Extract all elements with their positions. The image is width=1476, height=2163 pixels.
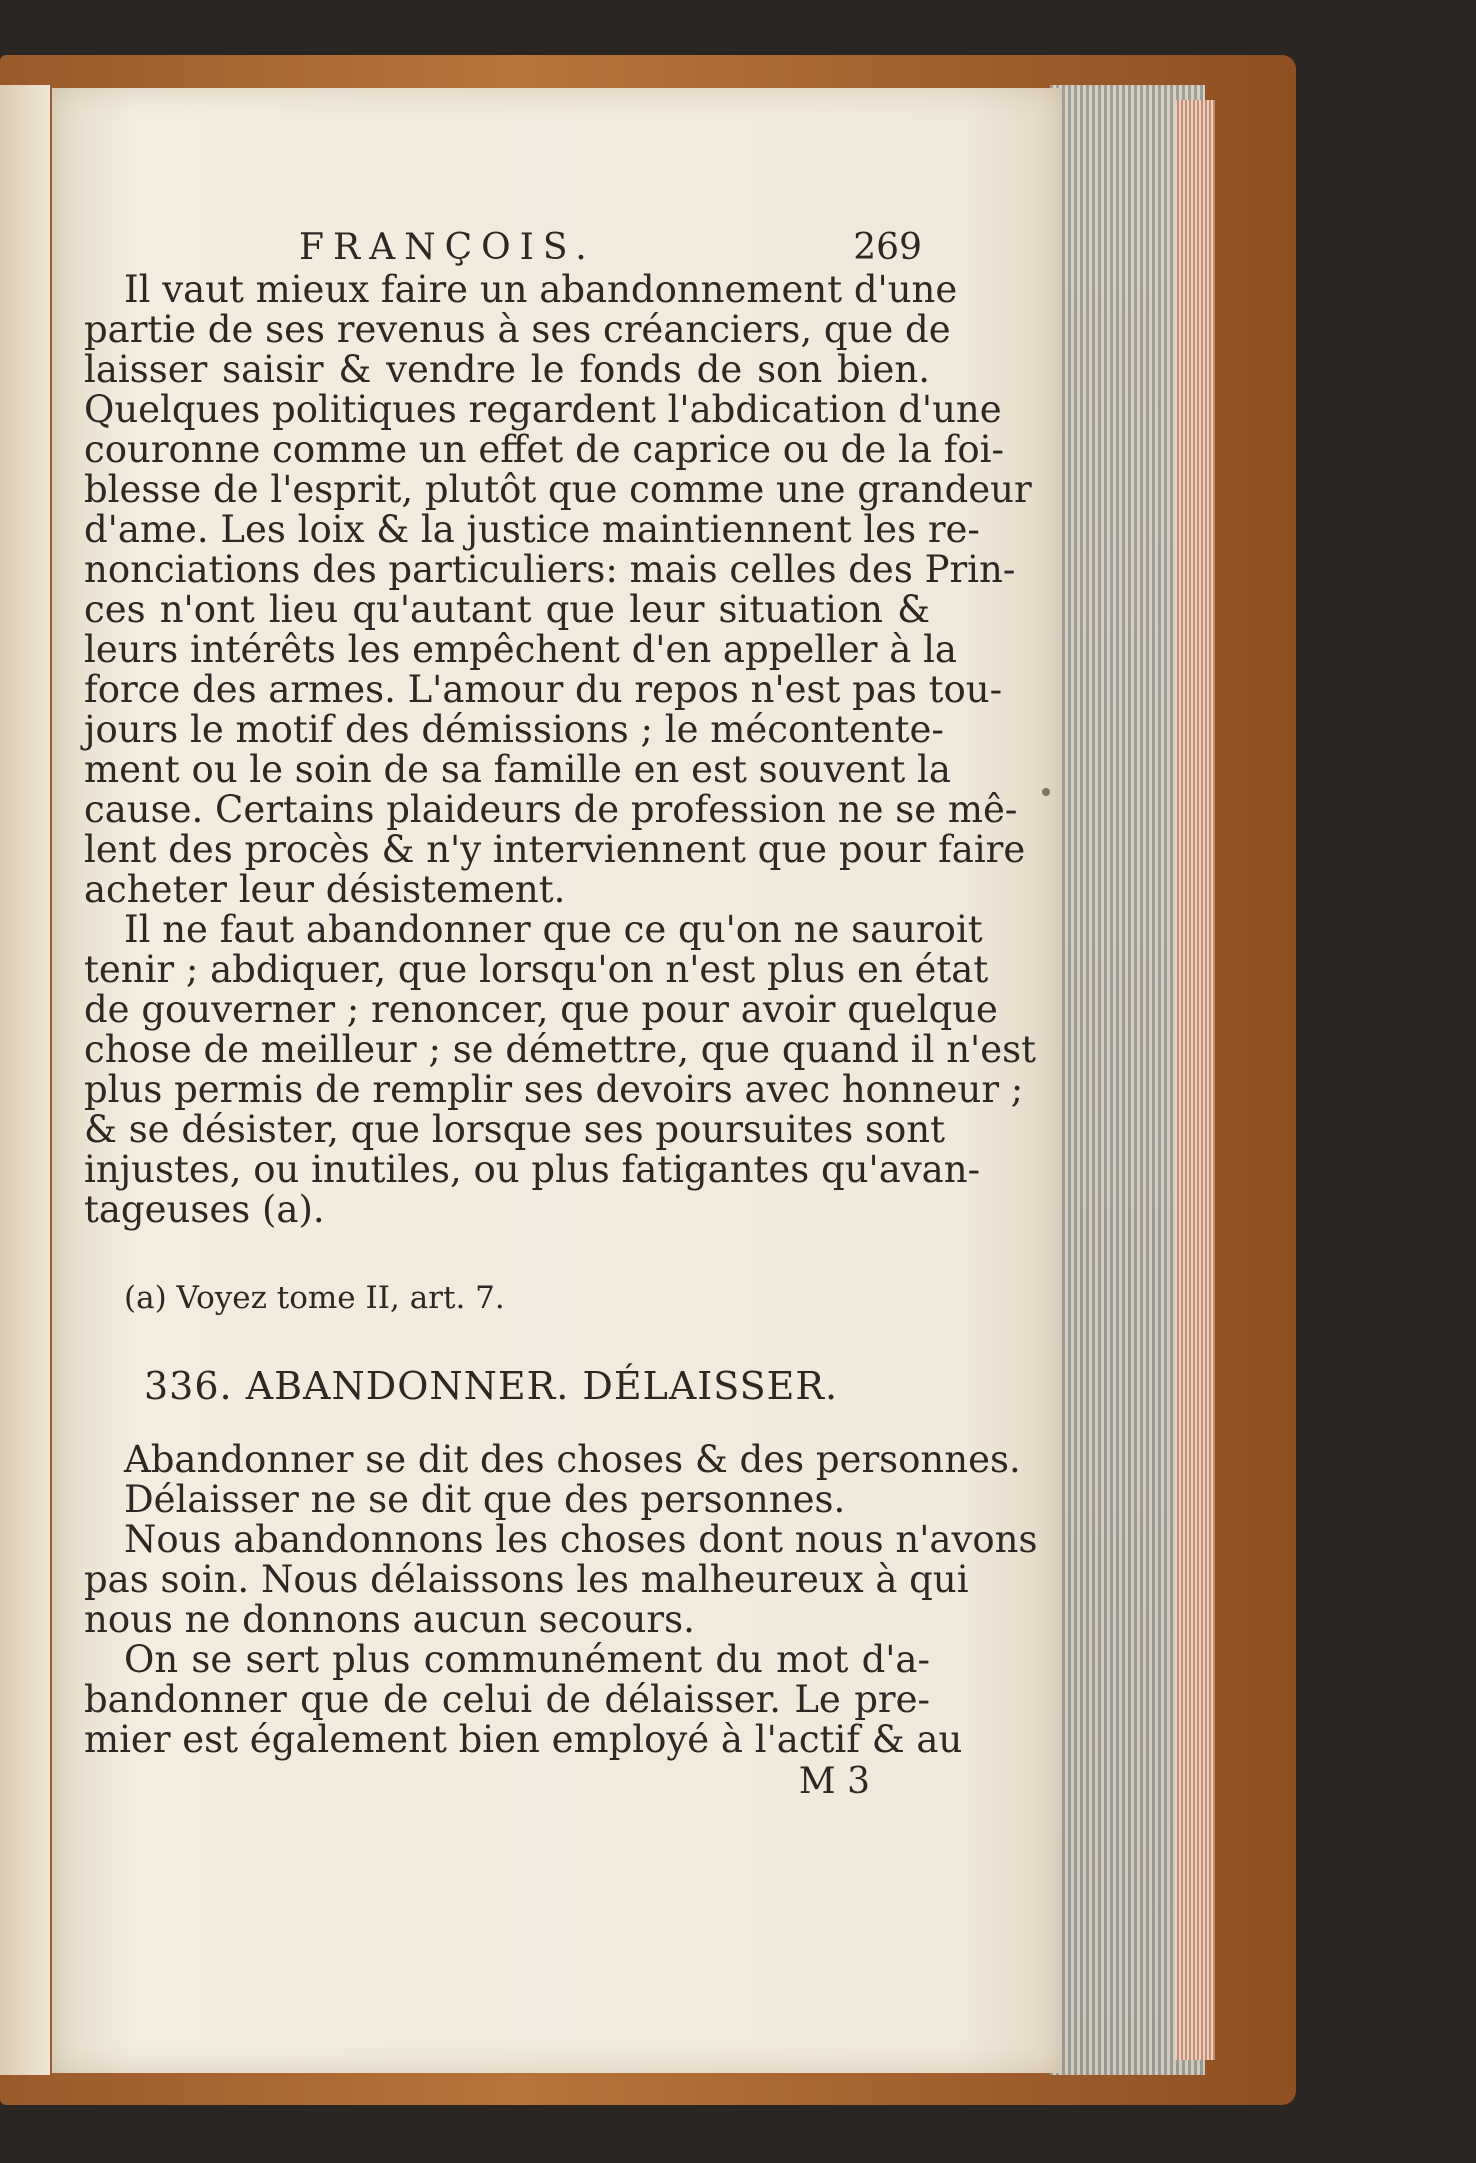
text-line: force des armes. L'amour du repos n'est pas tou- (84, 668, 1003, 711)
text-line: blesse de l'esprit, plutôt que comme une grandeur (84, 468, 1032, 511)
paragraph-1 (84, 268, 958, 311)
text-line: & se désister, que lorsque ses poursuites sont (84, 1108, 946, 1151)
book-page (52, 88, 1062, 2073)
paragraph-2 (84, 908, 983, 951)
footnote: (a) Voyez tome II, art. 7. (124, 1280, 505, 1316)
text-line: tenir ; abdiquer, que lorsqu'on n'est plus en état (84, 948, 989, 991)
text-line: nous ne donnons aucun secours. (84, 1598, 695, 1641)
text-line: Nous abandonnons les choses dont nous n'avons (124, 1518, 1038, 1561)
text-line: laisser saisir & vendre le fonds de son bien. (84, 348, 930, 391)
signature-mark: M 3 (798, 1761, 870, 1802)
running-title: FRANÇOIS. (299, 227, 596, 268)
text-line: On se sert plus communément du mot d'a- (124, 1638, 930, 1681)
text-line: plus permis de remplir ses devoirs avec honneur ; (84, 1068, 1024, 1111)
text-line: injustes, ou inutiles, ou plus fatigantes qu'avan- (84, 1148, 981, 1191)
text-line: cause. Certains plaideurs de profession ne se mê- (84, 788, 1018, 831)
text-line: Délaisser ne se dit que des personnes. (124, 1478, 846, 1521)
text-line: chose de meilleur ; se démettre, que quand il n'est (84, 1028, 1036, 1071)
section-heading: 336. ABANDONNER. DÉLAISSER. (144, 1364, 839, 1408)
text-line: pas soin. Nous délaissons les malheureux à qui (84, 1558, 969, 1601)
text-line: d'ame. Les loix & la justice maintiennent les re- (84, 508, 980, 551)
text-line: mier est également bien employé à l'actif & au (84, 1718, 963, 1761)
text-line: acheter leur désistement. (84, 868, 566, 911)
running-header (84, 228, 930, 268)
text-line: Quelques politiques regardent l'abdication d'une (84, 388, 1002, 431)
text-line: partie de ses revenus à ses créanciers, que de (84, 308, 951, 351)
text-line: ment ou le soin de sa famille en est souvent la (84, 748, 951, 791)
paragraph-3 (84, 1438, 1021, 1521)
text-line: bandonner que de celui de délaisser. Le pre- (84, 1678, 930, 1721)
paper-fleck (1042, 788, 1050, 796)
text-line: ces n'ont lieu qu'autant que leur situation & (84, 588, 930, 631)
text-line: Il vaut mieux faire un abandonnement d'une (124, 268, 958, 311)
text-line: jours le motif des démissions ; le mécontente- (84, 708, 944, 751)
text-line: nonciations des particuliers: mais celles des Prin- (84, 548, 1016, 591)
text-line: lent des procès & n'y interviennent que pour faire (84, 828, 1026, 871)
text-line: couronne comme un effet de caprice ou de la foi- (84, 428, 1004, 471)
page-number: 269 (853, 227, 922, 268)
facing-page-edge (0, 85, 50, 2075)
paragraph-2-cont (84, 948, 1036, 1231)
paragraph-1-cont (84, 308, 1032, 911)
paragraph-4 (84, 1518, 1038, 1561)
text-line: Abandonner se dit des choses & des personnes. (124, 1438, 1021, 1481)
page-text (84, 227, 1038, 1802)
text-line: Il ne faut abandonner que ce qu'on ne sauroit (124, 908, 983, 951)
text-line: tageuses (a). (84, 1188, 325, 1231)
page-edges-red (1175, 100, 1215, 2060)
paragraph-5-cont (84, 1678, 963, 1761)
paragraph-5 (84, 1640, 930, 1680)
paragraph-4-cont (84, 1558, 969, 1641)
text-line: de gouverner ; renoncer, que pour avoir quelque (84, 988, 998, 1031)
text-line: leurs intérêts les empêchent d'en appeller à la (84, 628, 957, 671)
